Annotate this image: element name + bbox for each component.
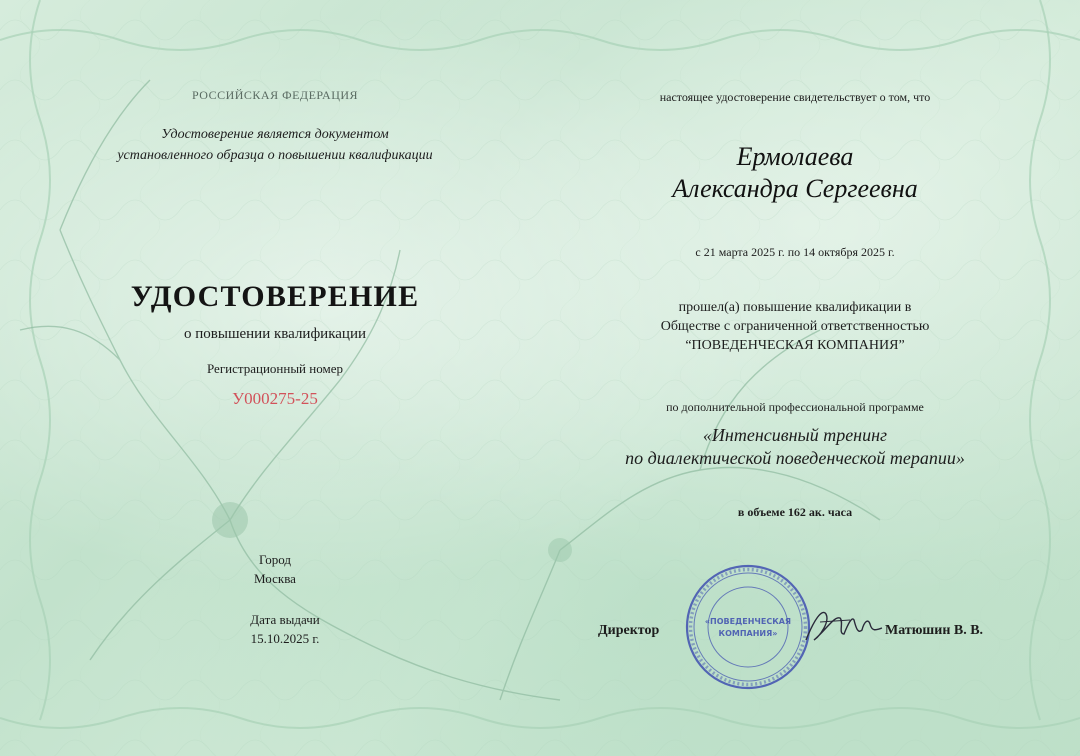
director-signature <box>800 600 890 650</box>
issue-date-block <box>200 610 370 648</box>
program-title-line2: по диалектической поведенческой терапии» <box>625 448 965 468</box>
organization-line1: прошел(а) повышение квалификации в <box>678 300 912 315</box>
intro-text: настоящее удостоверение свидетельствует о том, что <box>659 90 931 104</box>
company-seal <box>683 562 813 692</box>
city-label: Город <box>258 552 292 567</box>
country-label: РОССИЙСКАЯ ФЕДЕРАЦИЯ <box>191 88 359 102</box>
issue-date-value: 15.10.2025 г. <box>250 631 320 646</box>
certificate-subtitle: о повышении квалификации <box>184 326 366 342</box>
city-block <box>205 550 345 588</box>
program-title-line1: «Интенсивный тренинг <box>702 425 888 445</box>
city-value: Москва <box>254 571 296 586</box>
reg-number-value: У000275-25 <box>232 389 318 408</box>
document-note <box>70 124 480 166</box>
organization-line3: “ПОВЕДЕНЧЕСКАЯ КОМПАНИЯ” <box>685 338 905 353</box>
training-period: с 21 марта 2025 г. по 14 октября 2025 г. <box>695 245 895 259</box>
certificate-title: УДОСТОВЕРЕНИЕ <box>130 280 420 313</box>
reg-number-label: Регистрационный номер <box>207 361 343 376</box>
seal-text-line2: КОМПАНИЯ» <box>718 629 778 638</box>
course-volume: в объеме 162 ак. часа <box>737 505 853 519</box>
director-label: Директор <box>598 623 660 638</box>
recipient-surname: Ермолаева <box>736 142 854 171</box>
document-note-line1: Удостоверение является документом <box>161 127 389 142</box>
document-note-line2: установленного образца о повышении квалификации <box>117 148 433 163</box>
director-name: Матюшин В. В. <box>885 623 984 638</box>
organization-block <box>580 298 1010 355</box>
organization-line2: Обществе с ограниченной ответственностью <box>660 319 930 334</box>
program-intro: по дополнительной профессиональной программе <box>666 400 924 414</box>
program-title <box>570 424 1020 470</box>
recipient-name <box>620 141 970 205</box>
issue-date-label: Дата выдачи <box>250 612 320 627</box>
recipient-given-names: Александра Сергеевна <box>672 174 918 203</box>
seal-text-line1: «ПОВЕДЕНЧЕСКАЯ <box>704 617 792 626</box>
